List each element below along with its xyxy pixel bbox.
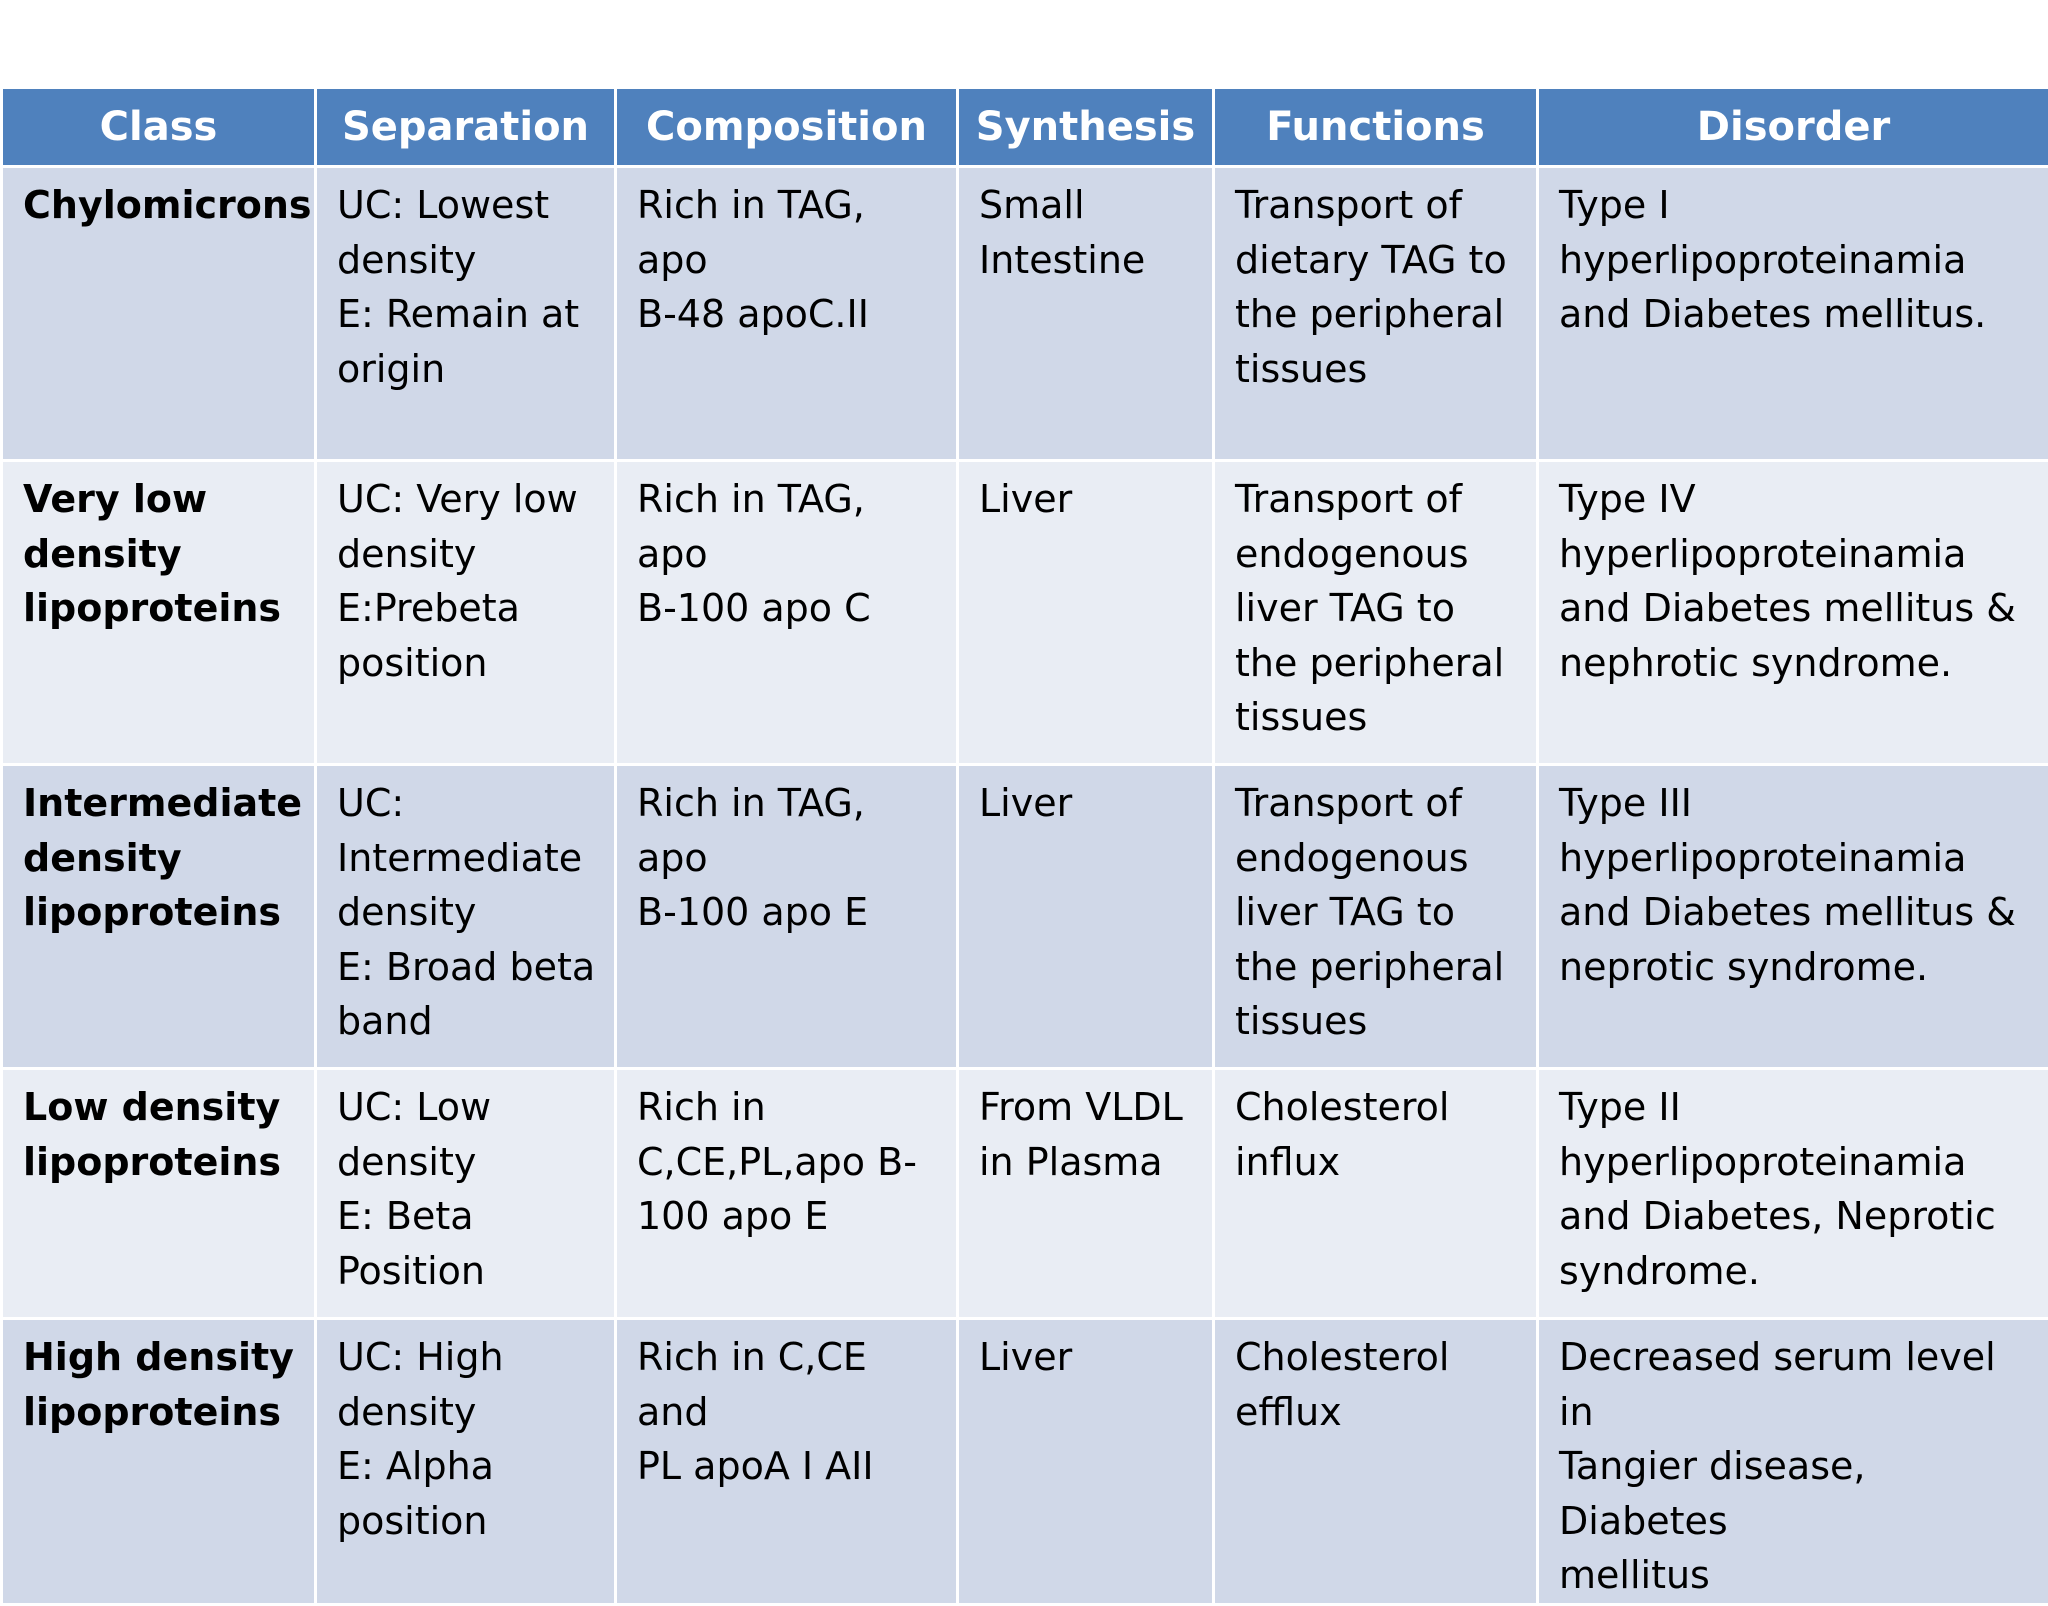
cell-composition: Rich in TAG, apo B-100 apo C — [616, 461, 958, 765]
table-row — [2, 1319, 2048, 1605]
table-row — [2, 461, 2048, 765]
table-header-row — [2, 88, 2048, 167]
cell-synthesis: From VLDL in Plasma — [958, 1069, 1214, 1319]
lipoprotein-table-container — [0, 86, 2048, 1606]
cell-separation: UC: High density E: Alpha position — [316, 1319, 616, 1605]
cell-functions: Cholesterol influx — [1214, 1069, 1538, 1319]
cell-disorder: Type IV hyperlipoproteinamia and Diabetes mellitus & nephrotic syndrome. — [1538, 461, 2048, 765]
cell-class: Low density lipoproteins — [2, 1069, 316, 1319]
cell-separation: UC: Low density E: Beta Position — [316, 1069, 616, 1319]
cell-disorder: Type I hyperlipoproteinamia and Diabetes mellitus. — [1538, 167, 2048, 461]
cell-separation: UC: Very low density E:Prebeta position — [316, 461, 616, 765]
header-functions: Functions — [1214, 88, 1538, 167]
cell-class: Intermediate density lipoproteins — [2, 765, 316, 1069]
header-synthesis: Synthesis — [958, 88, 1214, 167]
cell-functions: Transport of dietary TAG to the peripheral tissues — [1214, 167, 1538, 461]
header-class: Class — [2, 88, 316, 167]
cell-composition: Rich in TAG, apo B-100 apo E — [616, 765, 958, 1069]
cell-class: Very low density lipoproteins — [2, 461, 316, 765]
cell-separation: UC: Intermediate density E: Broad beta band — [316, 765, 616, 1069]
cell-composition: Rich in C,CE,PL,apo B- 100 apo E — [616, 1069, 958, 1319]
header-composition: Composition — [616, 88, 958, 167]
cell-functions: Transport of endogenous liver TAG to the peripheral tissues — [1214, 765, 1538, 1069]
cell-synthesis: Liver — [958, 765, 1214, 1069]
cell-separation: UC: Lowest density E: Remain at origin — [316, 167, 616, 461]
cell-synthesis: Small Intestine — [958, 167, 1214, 461]
lipoprotein-table — [0, 86, 2048, 1606]
cell-disorder: Type III hyperlipoproteinamia and Diabetes mellitus & neprotic syndrome. — [1538, 765, 2048, 1069]
cell-class: Chylomicrons — [2, 167, 316, 461]
cell-functions: Cholesterol efflux — [1214, 1319, 1538, 1605]
cell-class: High density lipoproteins — [2, 1319, 316, 1605]
cell-composition: Rich in TAG, apo B-48 apoC.II — [616, 167, 958, 461]
cell-composition: Rich in C,CE and PL apoA I AII — [616, 1319, 958, 1605]
cell-synthesis: Liver — [958, 461, 1214, 765]
cell-disorder: Type II hyperlipoproteinamia and Diabetes, Neprotic syndrome. — [1538, 1069, 2048, 1319]
table-row — [2, 765, 2048, 1069]
table-row — [2, 1069, 2048, 1319]
cell-disorder: Decreased serum level in Tangier disease, Diabetes mellitus — [1538, 1319, 2048, 1605]
header-separation: Separation — [316, 88, 616, 167]
table-row — [2, 167, 2048, 461]
cell-functions: Transport of endogenous liver TAG to the peripheral tissues — [1214, 461, 1538, 765]
cell-synthesis: Liver — [958, 1319, 1214, 1605]
header-disorder: Disorder — [1538, 88, 2048, 167]
